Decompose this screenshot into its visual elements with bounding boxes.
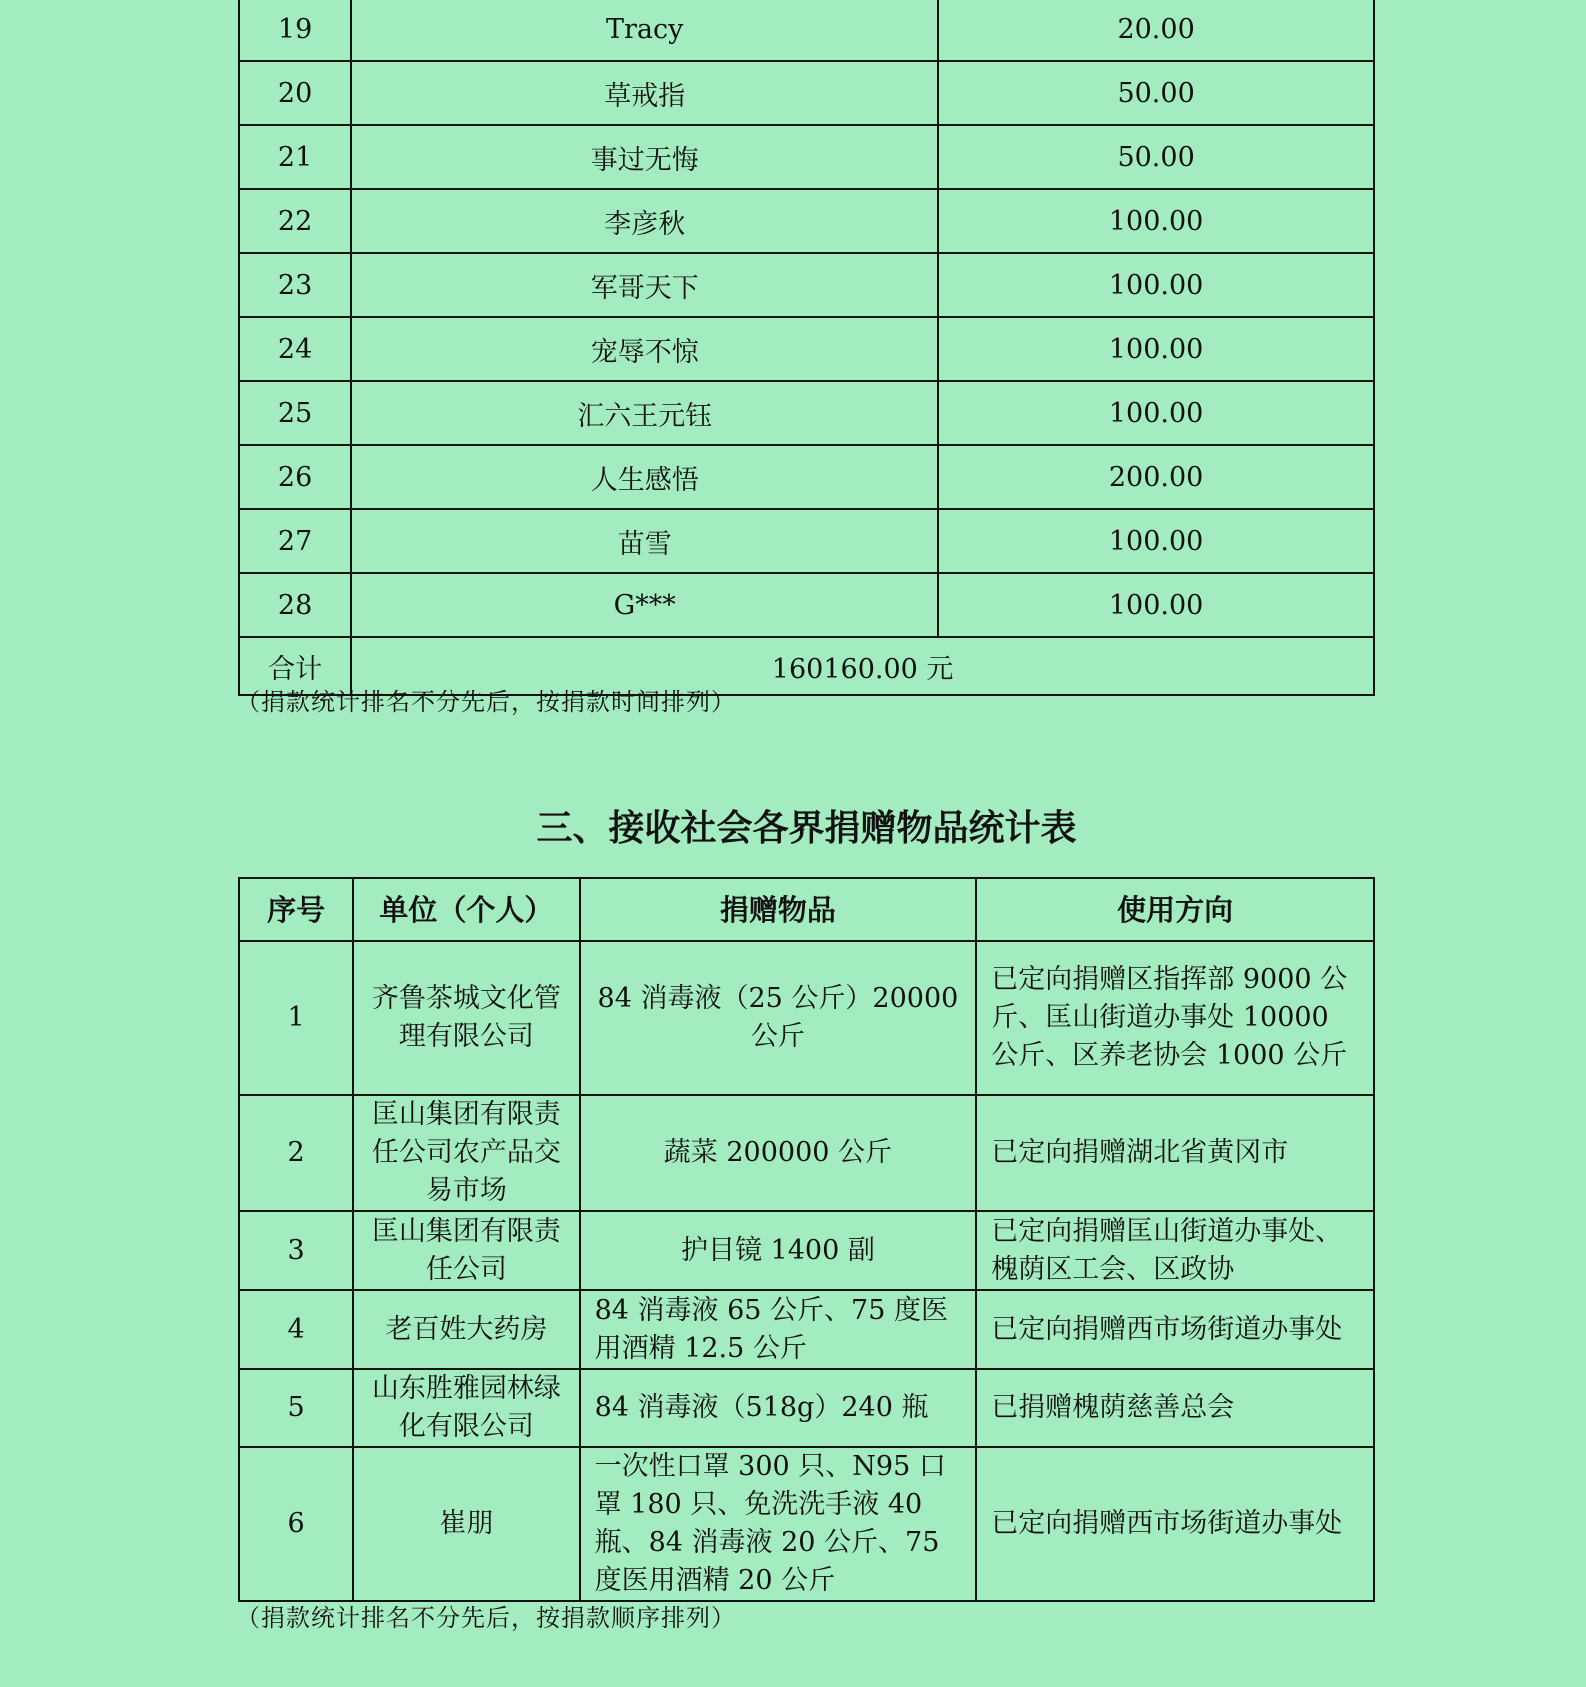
header-unit: 单位（个人）: [353, 878, 579, 941]
usage-direction: 已定向捐赠西市场街道办事处: [976, 1447, 1374, 1601]
goods-donation-table: [238, 877, 1375, 1602]
cash-donation-table-body: [239, 0, 1374, 695]
donation-amount: 20.00: [938, 0, 1374, 61]
donated-goods: 护目镜 1400 副: [580, 1211, 977, 1290]
row-number: 25: [239, 381, 351, 445]
table-row: [239, 317, 1374, 381]
donation-amount: 100.00: [938, 317, 1374, 381]
row-number: 2: [239, 1095, 353, 1211]
row-number: 22: [239, 189, 351, 253]
donation-amount: 100.00: [938, 381, 1374, 445]
donor-unit: 匡山集团有限责任公司农产品交易市场: [353, 1095, 579, 1211]
donation-amount: 200.00: [938, 445, 1374, 509]
row-number: 24: [239, 317, 351, 381]
header-goods: 捐赠物品: [580, 878, 977, 941]
table-row: [239, 1369, 1374, 1447]
donor-unit: 山东胜雅园林绿化有限公司: [353, 1369, 579, 1447]
donation-amount: 100.00: [938, 189, 1374, 253]
table-row: [239, 1447, 1374, 1601]
donor-name: 苗雪: [351, 509, 938, 573]
usage-direction: 已定向捐赠匡山街道办事处、槐荫区工会、区政协: [976, 1211, 1374, 1290]
table-row: [239, 125, 1374, 189]
donor-name: 汇六王元钰: [351, 381, 938, 445]
total-value: 160160.00 元: [351, 637, 1374, 695]
table-row: [239, 509, 1374, 573]
donated-goods: 84 消毒液 65 公斤、75 度医用酒精 12.5 公斤: [580, 1290, 977, 1369]
donor-name: 草戒指: [351, 61, 938, 125]
donor-unit: 匡山集团有限责任公司: [353, 1211, 579, 1290]
table-header-row: [239, 878, 1374, 941]
usage-direction: 已定向捐赠区指挥部 9000 公斤、匡山街道办事处 10000 公斤、区养老协会 1000 公斤: [976, 941, 1374, 1095]
row-number: 4: [239, 1290, 353, 1369]
row-number: 6: [239, 1447, 353, 1601]
donor-unit: 齐鲁茶城文化管理有限公司: [353, 941, 579, 1095]
row-number: 20: [239, 61, 351, 125]
donation-amount: 50.00: [938, 61, 1374, 125]
table-row: [239, 445, 1374, 509]
row-number: 28: [239, 573, 351, 637]
donor-unit: 老百姓大药房: [353, 1290, 579, 1369]
table-row: [239, 0, 1374, 61]
table-row: [239, 381, 1374, 445]
table-row: [239, 941, 1374, 1095]
donated-goods: 一次性口罩 300 只、N95 口罩 180 只、免洗洗手液 40 瓶、84 消毒液 20 公斤、75 度医用酒精 20 公斤: [580, 1447, 977, 1601]
row-number: 26: [239, 445, 351, 509]
table-row: [239, 1290, 1374, 1369]
donor-name: Tracy: [351, 0, 938, 61]
row-number: 3: [239, 1211, 353, 1290]
section-title: 三、接收社会各界捐赠物品统计表: [536, 808, 1077, 849]
usage-direction: 已定向捐赠西市场街道办事处: [976, 1290, 1374, 1369]
usage-direction: 已捐赠槐荫慈善总会: [976, 1369, 1374, 1447]
row-number: 5: [239, 1369, 353, 1447]
donor-name: 军哥天下: [351, 253, 938, 317]
table-row: [239, 253, 1374, 317]
donor-name: 李彦秋: [351, 189, 938, 253]
row-number: 1: [239, 941, 353, 1095]
donor-name: 宠辱不惊: [351, 317, 938, 381]
header-usage: 使用方向: [976, 878, 1374, 941]
table-row: [239, 1211, 1374, 1290]
donor-name: 事过无悔: [351, 125, 938, 189]
header-number: 序号: [239, 878, 353, 941]
ranking-note: （捐款统计排名不分先后，按捐款时间排列）: [236, 688, 736, 716]
row-number: 21: [239, 125, 351, 189]
donation-amount: 50.00: [938, 125, 1374, 189]
donated-goods: 84 消毒液（25 公斤）20000 公斤: [580, 941, 977, 1095]
total-label: 合计: [239, 637, 351, 695]
table-row: [239, 61, 1374, 125]
row-number: 19: [239, 0, 351, 61]
table-row: [239, 189, 1374, 253]
donor-name: G***: [351, 573, 938, 637]
ranking-note-2: （捐款统计排名不分先后，按捐款顺序排列）: [236, 1604, 736, 1632]
cash-donation-table: [238, 0, 1375, 696]
usage-direction: 已定向捐赠湖北省黄冈市: [976, 1095, 1374, 1211]
table-row: [239, 1095, 1374, 1211]
donation-amount: 100.00: [938, 509, 1374, 573]
donated-goods: 84 消毒液（518g）240 瓶: [580, 1369, 977, 1447]
table-row: [239, 573, 1374, 637]
row-number: 23: [239, 253, 351, 317]
donor-name: 人生感悟: [351, 445, 938, 509]
donated-goods: 蔬菜 200000 公斤: [580, 1095, 977, 1211]
donation-amount: 100.00: [938, 253, 1374, 317]
donor-unit: 崔朋: [353, 1447, 579, 1601]
donation-amount: 100.00: [938, 573, 1374, 637]
row-number: 27: [239, 509, 351, 573]
